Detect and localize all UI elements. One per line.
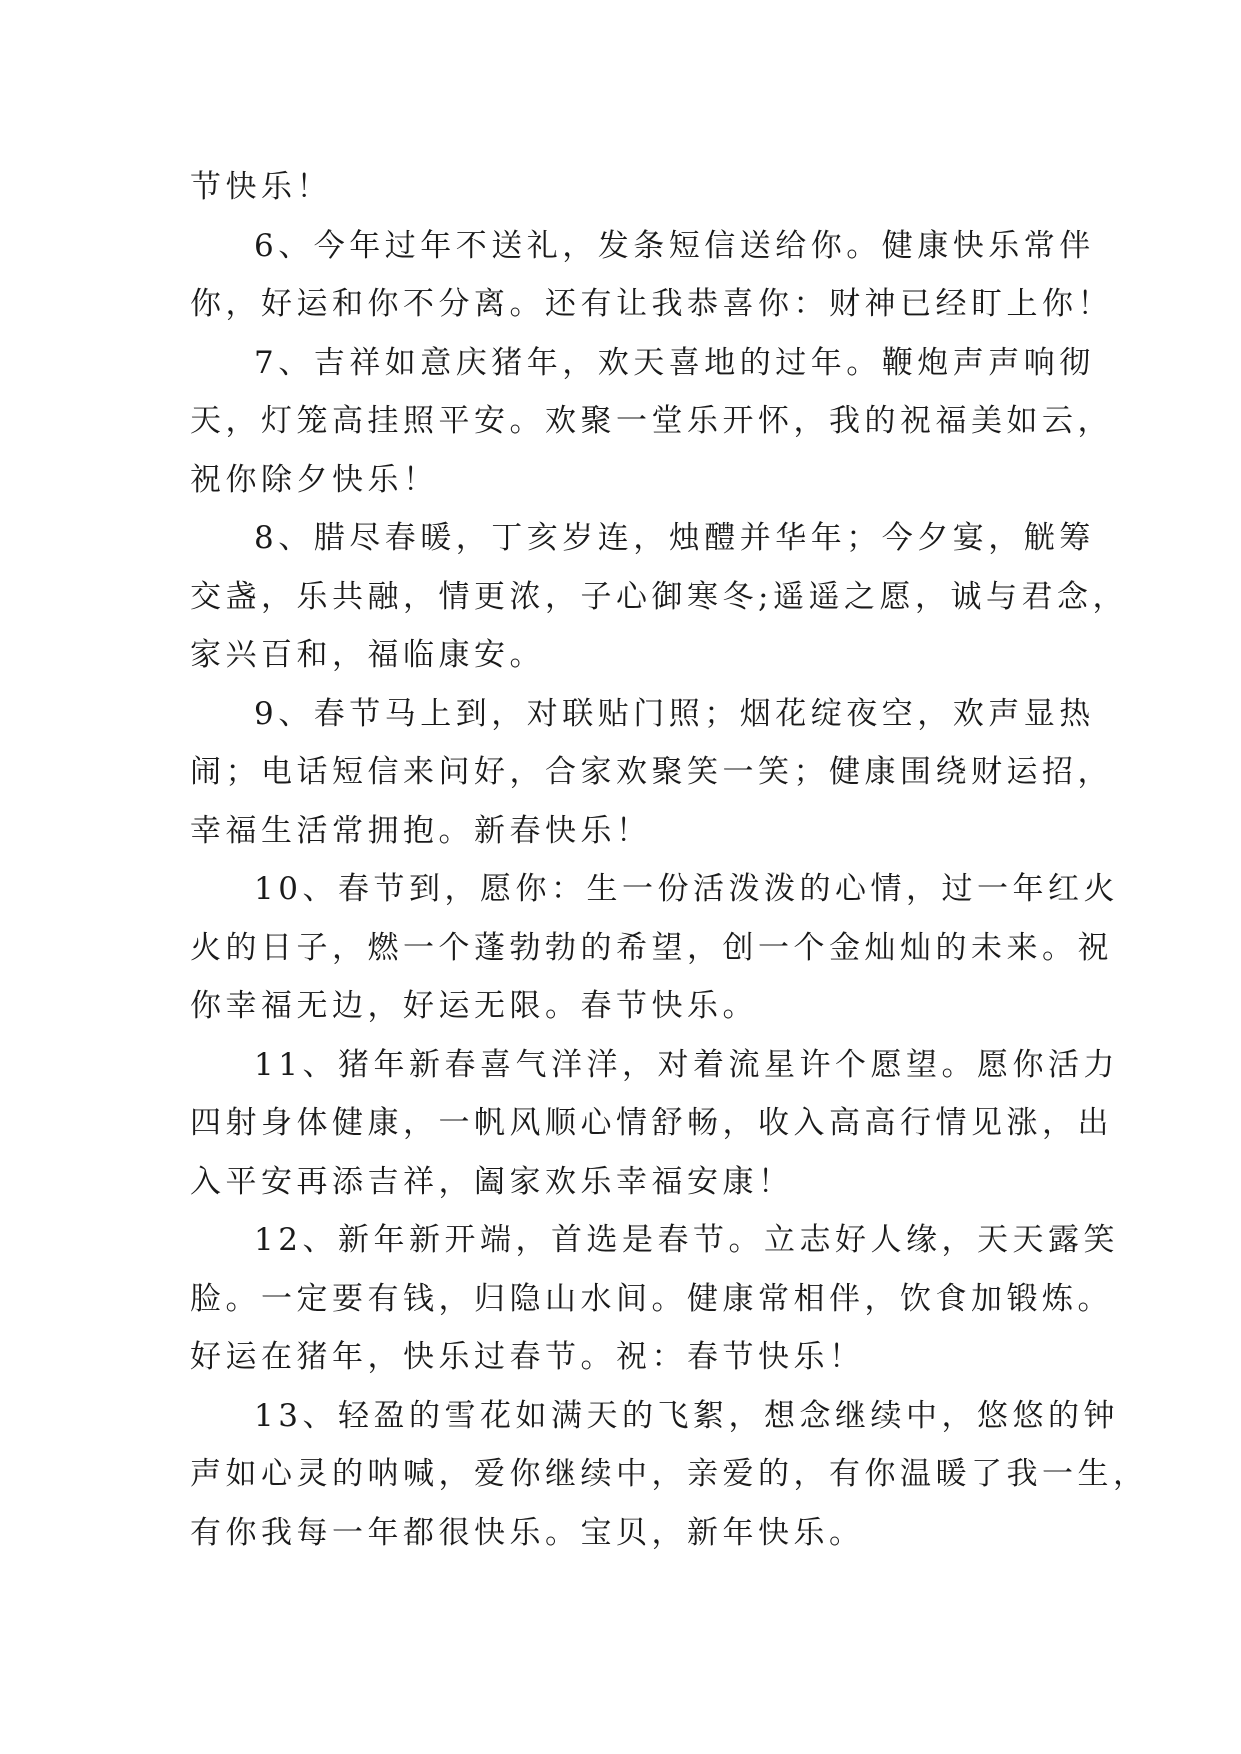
paragraph-9 xyxy=(190,685,1113,861)
paragraph-line: 天，灯笼高挂照平安。欢聚一堂乐开怀，我的祝福美如云， xyxy=(190,403,1113,439)
paragraph-line: 闹；电话短信来问好，合家欢聚笑一笑；健康围绕财运招， xyxy=(190,754,1113,790)
paragraph-line: 7、吉祥如意庆猪年，欢天喜地的过年。鞭炮声声响彻 xyxy=(254,344,1095,381)
paragraph-line: 火的日子，燃一个蓬勃勃的希望，创一个金灿灿的未来。祝 xyxy=(190,929,1113,966)
paragraph-10 xyxy=(190,860,1119,1036)
paragraph-continued xyxy=(190,158,1060,217)
paragraph-line: 节快乐！ xyxy=(190,169,332,205)
paragraph-7 xyxy=(190,334,1113,510)
paragraph-line: 11、猪年新春喜气洋洋，对着流星许个愿望。愿你活力 xyxy=(254,1046,1119,1083)
paragraph-line: 6、今年过年不送礼，发条短信送给你。健康快乐常伴 xyxy=(254,227,1095,264)
paragraph-line: 家兴百和，福临康安。 xyxy=(190,637,545,673)
paragraph-line: 好运在猪年，快乐过春节。祝：春节快乐！ xyxy=(190,1339,865,1375)
paragraph-line: 四射身体健康，一帆风顺心情舒畅，收入高高行情见涨，出 xyxy=(190,1105,1113,1141)
paragraph-line: 有你我每一年都很快乐。宝贝，新年快乐。 xyxy=(190,1514,865,1551)
paragraph-6 xyxy=(190,217,1113,334)
paragraph-line: 你，好运和你不分离。还有让我恭喜你：财神已经盯上你！ xyxy=(190,286,1113,322)
paragraph-8 xyxy=(190,509,1128,685)
paragraph-line: 10、春节到，愿你：生一份活泼泼的心情，过一年红火 xyxy=(254,871,1119,907)
paragraph-line: 12、新年新开端，首选是春节。立志好人缘，天天露笑 xyxy=(254,1222,1119,1258)
paragraph-line: 13、轻盈的雪花如满天的飞絮，想念继续中，悠悠的钟 xyxy=(254,1397,1119,1434)
paragraph-line: 入平安再添吉祥，阖家欢乐幸福安康！ xyxy=(190,1163,794,1200)
paragraph-line: 幸福生活常拥抱。新春快乐！ xyxy=(190,812,652,849)
paragraph-12 xyxy=(190,1211,1119,1387)
paragraph-line: 脸。一定要有钱，归隐山水间。健康常相伴，饮食加锻炼。 xyxy=(190,1280,1113,1317)
document-body xyxy=(190,158,1149,1562)
paragraph-line: 交盏，乐共融，情更浓，子心御寒冬;遥遥之愿，诚与君念， xyxy=(190,578,1128,615)
paragraph-line: 声如心灵的呐喊，爱你继续中，亲爱的，有你温暖了我一生， xyxy=(190,1456,1149,1492)
paragraph-line: 8、腊尽春暖，丁亥岁连，烛醴并华年；今夕宴，觥筹 xyxy=(254,520,1095,556)
paragraph-line: 你幸福无边，好运无限。春节快乐。 xyxy=(190,988,758,1024)
paragraph-line: 祝你除夕快乐！ xyxy=(190,461,439,498)
paragraph-13 xyxy=(190,1387,1149,1563)
paragraph-11 xyxy=(190,1036,1119,1212)
paragraph-line: 9、春节马上到，对联贴门照；烟花绽夜空，欢声显热 xyxy=(254,695,1095,732)
